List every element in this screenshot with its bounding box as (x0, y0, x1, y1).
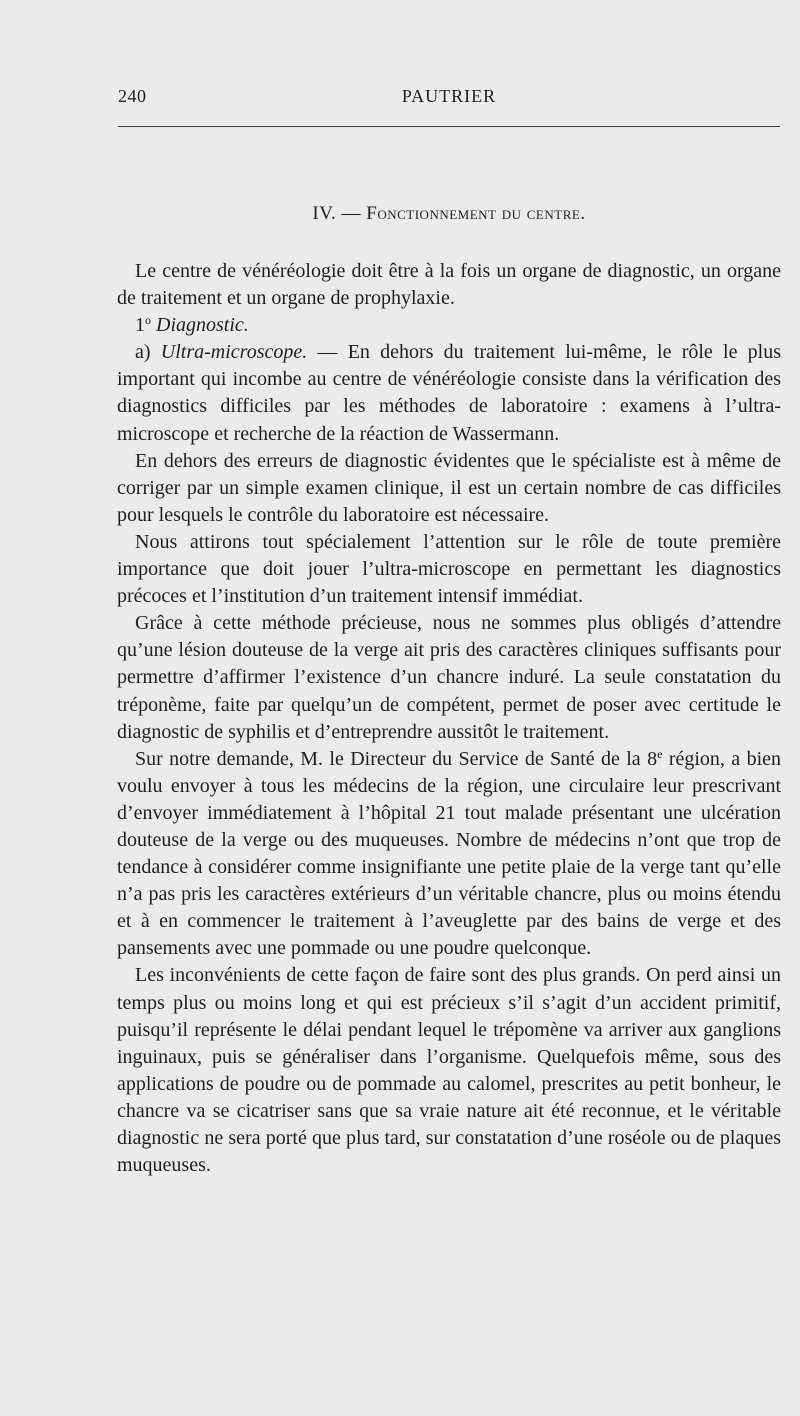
page-number: 240 (118, 86, 147, 106)
item-title: Ultra-microscope. (160, 341, 308, 364)
item-label: a) (135, 341, 151, 364)
paragraph-errors (117, 448, 781, 529)
paragraph-errors-text: En dehors des erreurs de diagnostic évidentes que le spécialiste est à même de corriger par un simple examen clinique, il est un certain nombre de cas difficiles pour lesquels le contrôle du laboratoire est nécessaire. (117, 449, 781, 526)
paragraph-drawbacks-text: Les inconvénients de cette façon de faire sont des plus grands. On perd ainsi un temps plus ou moins long et qui est précieux s’il s’agit d’un accident primitif, puisqu’il représente le délai pendant lequel le trépomène va arriver aux ganglions inguinaux, puis se généraliser dans l’organisme. Quelquefois même, sous des applications de poudre ou de pommade au calomel, prescrites au petit bonheur, le chancre va se cicatriser sans que sa vraie nature ait été reconnue, et le véritable diagnostic ne sera porté que plus tard, sur constatation d’une roséole ou de plaques muqueuses. (117, 964, 781, 1177)
item-text: — En dehors du traitement lui-même, le rôle le plus important qui incombe au centre de vénéréologie consiste dans la vérification des diagnostics difficiles par les méthodes de laboratoire : examens à l’ultra-microscope et recherche de la réaction de Wassermann. (117, 341, 782, 445)
paragraph-ultra-microscope (117, 339, 781, 447)
paragraph-request-text-b: région, a bien voulu envoyer à tous les médecins de la région, une circulaire leur prescrivant d’envoyer immédiatement à l’hôpital 21 tout malade présentant une ulcération douteuse de la verge ou des muqueuses. Nombre de médecins n’ont que trop de tendance à considérer comme insignifiante une petite plaie de la verge tant qu’elle n’a pas pris les caractères extérieurs d’un véritable chancre, plus ou moins étendu et à en commencer le traitement à l’aveuglette par des bains de verge et des pansements avec une pommade ou une poudre quelconque. (117, 747, 782, 960)
paragraph-attention-text: Nous attirons tout spécialement l’attention sur le rôle de toute première importance que doit jouer l’ultra-microscope en permettant les diagnostics précoces et l’institution d’un traitement intensif immédiat. (117, 530, 781, 608)
section-heading (118, 203, 780, 225)
running-title: PAUTRIER (401, 86, 497, 106)
subsection-number: 1 (135, 314, 145, 337)
paragraph-drawbacks (117, 962, 781, 1179)
ordinal-sup: e (657, 746, 663, 761)
paragraph-intro-text: Le centre de vénéréologie doit être à la fois un organe de diagnostic, un organe de traitement et un organe de prophylaxie. (117, 260, 781, 310)
paragraph-request (117, 746, 781, 963)
section-dash: — (341, 203, 362, 224)
running-head (118, 86, 780, 112)
paragraph-request-text-a: Sur notre demande, M. le Directeur du Service de Santé de la 8 (135, 747, 658, 770)
subsection-title: Diagnostic. (156, 314, 249, 337)
paragraph-attention (117, 529, 781, 610)
section-title: Fonctionnement du centre. (366, 203, 586, 224)
section-numeral: IV. (312, 203, 337, 224)
paragraph-intro (117, 258, 781, 312)
subsection-number-sup: o (145, 313, 151, 328)
paragraph-method (117, 610, 781, 745)
paragraph-method-text: Grâce à cette méthode précieuse, nous ne sommes plus obligés d’attendre qu’une lésion douteuse de la verge ait pris des caractères cliniques suffisants pour permettre d’affirmer l’existence d’un chancre induré. La seule constatation du tréponème, faite par quelqu’un de compétent, permet de poser avec certitude le diagnostic de syphilis et d’entreprendre aussitôt le traitement. (117, 612, 781, 743)
header-rule (118, 126, 780, 127)
subsection-heading-diagnostic (117, 312, 781, 339)
body-text (117, 258, 781, 1179)
